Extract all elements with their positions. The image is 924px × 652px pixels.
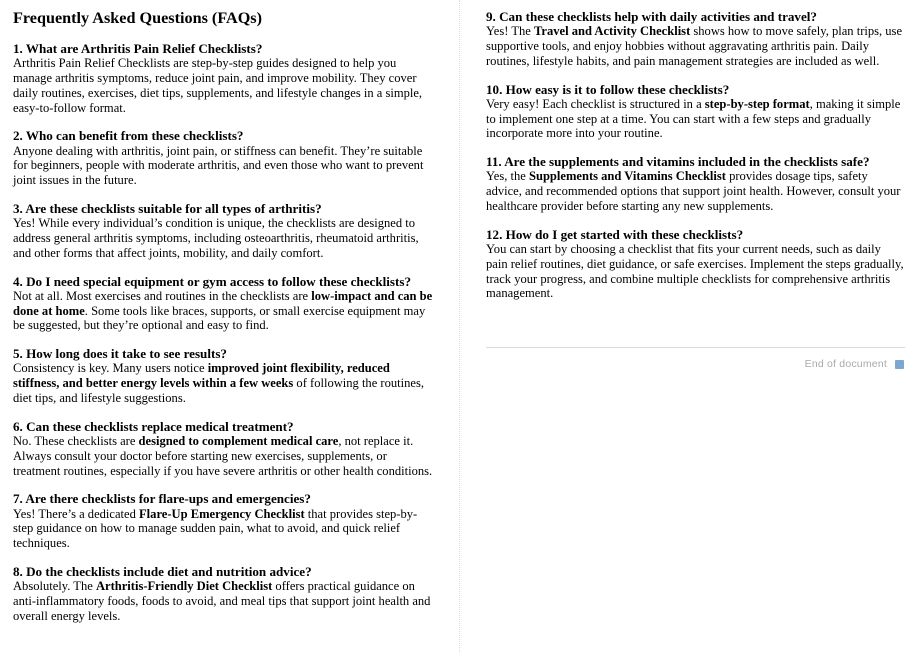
- faq-question: 11. Are the supplements and vitamins included in the checklists safe?: [486, 154, 870, 170]
- answer-segment: , not replace it. Always consult your doctor before starting new exercises, supplements, or treatment routines, especially if you have severe arthritis or other health conditions.: [13, 433, 433, 478]
- faq-item: [13, 128, 433, 188]
- faq-list-right: [486, 9, 905, 301]
- end-of-document-block: [486, 347, 905, 370]
- answer-segment: Arthritis-Friendly Diet Checklist: [95, 579, 273, 594]
- answer-segment: Not at all. Most exercises and routines in the checklists are: [13, 288, 312, 303]
- faq-answer: [486, 169, 905, 213]
- faq-answer: [13, 579, 433, 623]
- answer-segment: Yes! While every individual’s condition is unique, the checklists are designed to address general arthritis symptoms, including osteoarthritis, rheumatoid arthritis, and other forms that affect joints, mobility, and daily comfort.: [13, 216, 419, 260]
- faq-list-left: [13, 41, 433, 624]
- faq-item: [486, 227, 905, 301]
- faq-item: [486, 154, 905, 214]
- answer-segment: Very easy! Each checklist is structured in a: [486, 96, 705, 111]
- column-divider: [459, 0, 460, 652]
- answer-segment: Yes! There’s a dedicated: [13, 506, 140, 521]
- answer-segment: designed to complement medical care: [138, 433, 339, 448]
- answer-segment: Flare-Up Emergency Checklist: [139, 506, 305, 521]
- answer-segment: Consistency is key. Many users notice: [13, 361, 208, 376]
- faq-answer: [13, 216, 433, 260]
- faq-item: [486, 9, 905, 69]
- faq-item: [13, 41, 433, 115]
- faq-answer: [13, 56, 433, 115]
- answer-segment: Yes! The: [486, 24, 534, 39]
- faq-question: 4. Do I need special equipment or gym access to follow these checklists?: [13, 273, 411, 289]
- answer-segment: low-impact and can be done at home: [13, 288, 433, 318]
- faq-answer: [13, 289, 433, 333]
- answer-segment: Supplements and Vitamins Checklist: [529, 169, 726, 184]
- left-column: [13, 9, 433, 637]
- answer-segment: Absolutely. The: [13, 579, 96, 594]
- answer-segment: step-by-step format: [704, 96, 810, 111]
- answer-segment: Travel and Activity Checklist: [534, 24, 691, 39]
- faq-question: 8. Do the checklists include diet and nutrition advice?: [13, 563, 312, 579]
- answer-segment: that provides step-by-step guidance on how to manage sudden pain, what to avoid, and quick relief techniques.: [13, 506, 418, 551]
- right-column: [486, 9, 905, 370]
- faq-answer: [13, 507, 433, 551]
- faq-question: 10. How easy is it to follow these checklists?: [486, 81, 730, 97]
- answer-segment: Anyone dealing with arthritis, joint pain, or stiffness can benefit. They’re suitable for beginners, people with moderate arthritis, and even those who want to prevent joint issues in the future.: [13, 143, 424, 188]
- faq-question: 9. Can these checklists help with daily activities and travel?: [486, 9, 817, 24]
- document-title: Frequently Asked Questions (FAQs): [13, 9, 262, 27]
- answer-segment: Arthritis Pain Relief Checklists are step-by-step guides designed to help you manage arthritis symptoms, reduce joint pain, and improve mobility. They cover daily routines, exercises, diet tips, supplements, and lifestyle changes in a simple, easy-to-follow format.: [13, 56, 423, 115]
- end-rule: [486, 347, 905, 348]
- faq-answer: [486, 97, 905, 141]
- faq-answer: [13, 434, 433, 478]
- answer-segment: You can start by choosing a checklist that fits your current needs, such as daily pain relief routines, diet guidance, or safe exercises. Implement the steps gradually, track your progress, and combine multiple checklists for comprehensive arthritis management.: [486, 241, 904, 301]
- faq-item: [13, 419, 433, 479]
- answer-segment: of following the routines, diet tips, and lifestyle suggestions.: [13, 376, 424, 405]
- faq-answer: [13, 361, 433, 405]
- answer-segment: , making it simple to implement one step at a time. You can start with a few steps and gradually incorporate more into your routine.: [486, 96, 901, 141]
- answer-segment: improved joint flexibility, reduced stiffness, and better energy levels within a few weeks: [13, 361, 390, 391]
- faq-item: [13, 346, 433, 406]
- answer-segment: Yes, the: [486, 169, 529, 184]
- faq-question: 3. Are these checklists suitable for all types of arthritis?: [13, 200, 322, 216]
- answer-segment: . Some tools like braces, supports, or small exercise equipment may be suggested, but they’re optional and easy to find.: [13, 303, 426, 333]
- end-marker-row: [486, 358, 905, 370]
- faq-answer: [13, 144, 433, 188]
- faq-question: 5. How long does it take to see results?: [13, 346, 227, 362]
- faq-question: 1. What are Arthritis Pain Relief Checklists?: [13, 41, 263, 56]
- answer-segment: provides dosage tips, safety advice, and recommended options that support joint health. However, consult your healthcare provider before starting any new supplements.: [486, 169, 901, 213]
- faq-item: [13, 274, 433, 334]
- faq-item: [486, 82, 905, 142]
- end-of-document-square-icon: [895, 360, 904, 369]
- faq-question: 12. How do I get started with these checklists?: [486, 226, 744, 242]
- faq-answer: [486, 24, 905, 68]
- faq-item: [13, 491, 433, 551]
- faq-question: 2. Who can benefit from these checklists?: [13, 128, 244, 144]
- answer-segment: No. These checklists are: [13, 433, 139, 448]
- faq-item: [13, 201, 433, 261]
- end-of-document-label: End of document: [804, 358, 887, 370]
- faq-question: 6. Can these checklists replace medical treatment?: [13, 418, 294, 434]
- answer-segment: offers practical guidance on anti-inflammatory foods, foods to avoid, and meal tips that support joint health and overall energy levels.: [13, 579, 431, 623]
- faq-item: [13, 564, 433, 624]
- faq-question: 7. Are there checklists for flare-ups and emergencies?: [13, 491, 311, 507]
- faq-answer: [486, 242, 905, 301]
- answer-segment: shows how to move safely, plan trips, use supportive tools, and enjoy hobbies without aggravating arthritis pain. Daily routines, lifestyle habits, and pain management strategies are included as well.: [486, 24, 903, 68]
